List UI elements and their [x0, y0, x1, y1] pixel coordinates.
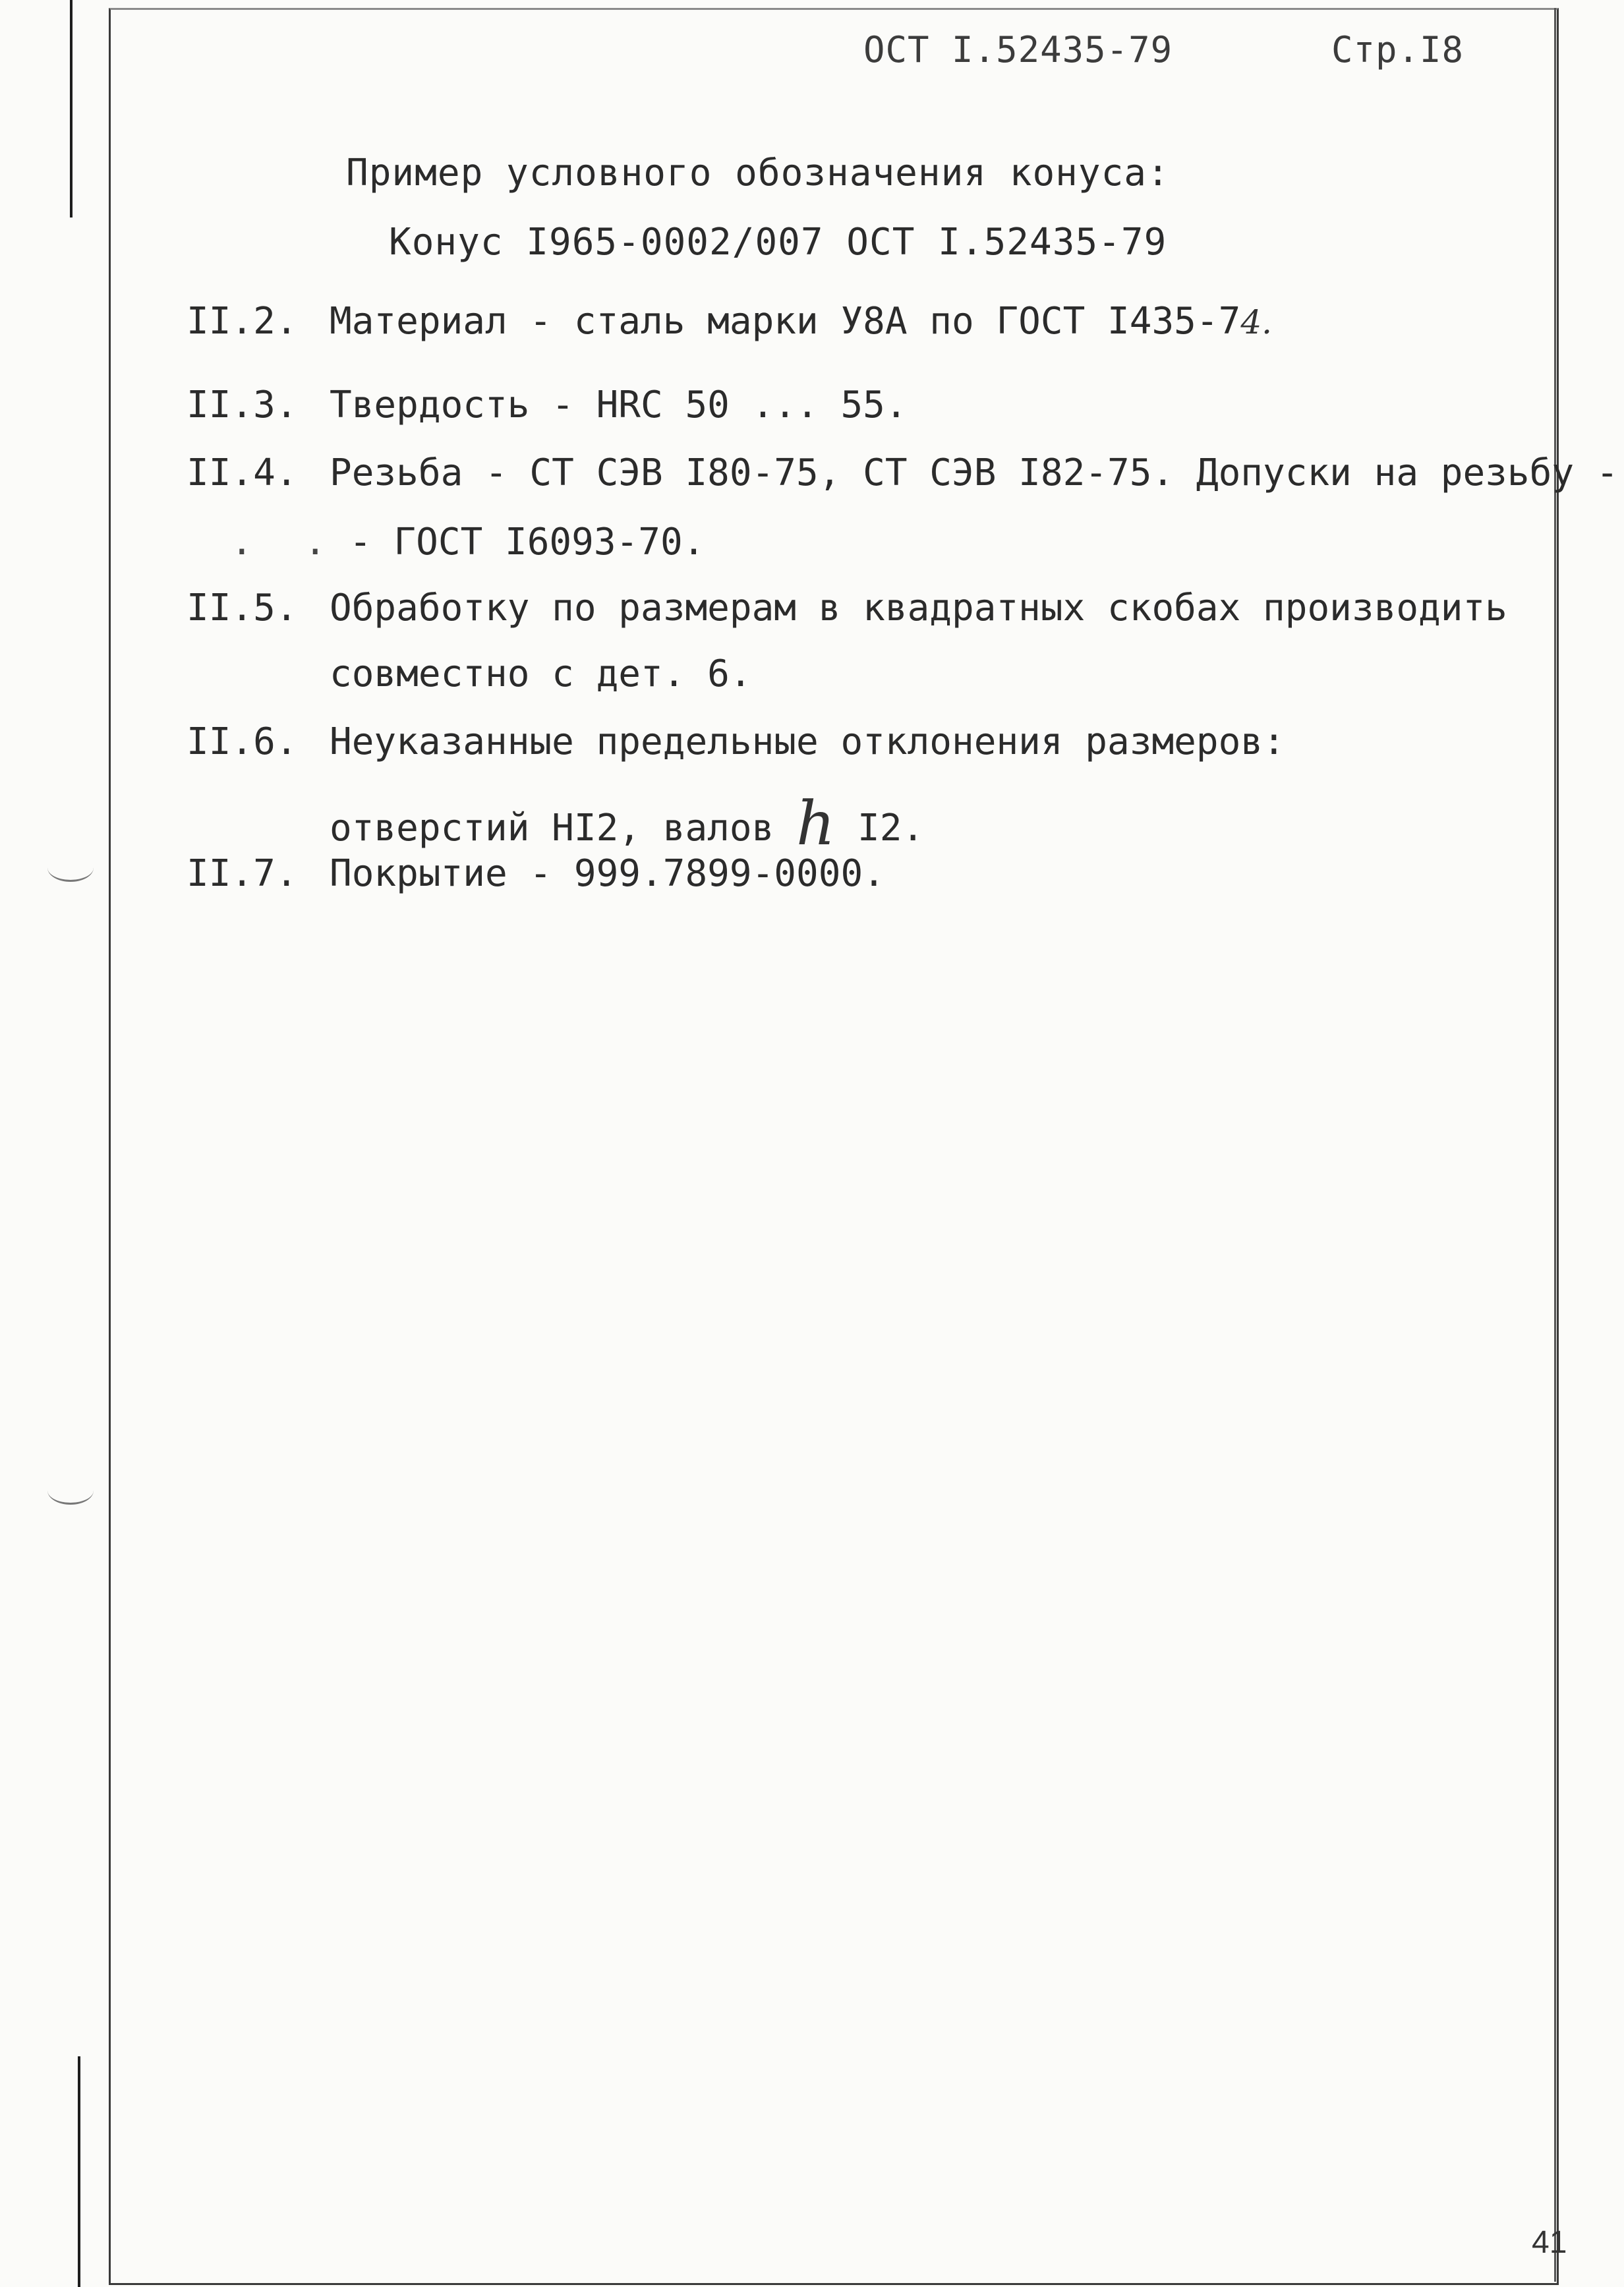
sheet-number: 41 — [1532, 2225, 1567, 2260]
punch-hole-mark — [47, 1476, 94, 1505]
item-text-line: Неуказанные предельные отклонения размеров: — [330, 720, 1285, 763]
item-text-line: совместно с дет. 6. — [330, 652, 752, 695]
document-code: ОСТ I.52435-79 — [863, 29, 1173, 71]
punch-hole-mark — [47, 854, 94, 882]
scan-margin-line-top — [70, 0, 72, 217]
item-number: II.7. — [187, 852, 298, 895]
handwritten-correction: 4. — [1240, 303, 1273, 341]
item-text-line: Резьба - СТ СЭВ I80-75, СТ СЭВ I82-75. Допуски на резьбу - — [330, 451, 1619, 494]
item-number: II.4. — [187, 451, 298, 494]
scan-margin-line-bottom — [78, 2056, 80, 2287]
item-number: II.2. — [187, 300, 298, 343]
document-frame — [109, 8, 1559, 2285]
example-caption: Пример условного обозначения конуса: — [346, 152, 1170, 194]
handwritten-tolerance-letter: h — [796, 788, 836, 859]
item-text-line: Обработку по размерам в квадратных скобах производить — [330, 587, 1507, 629]
item-text-segment: I2. — [835, 807, 925, 850]
item-text-line: Материал - сталь марки У8А по ГОСТ I435-7 — [330, 300, 1241, 343]
item-text-line: Покрытие - 999.7899-0000. — [330, 852, 885, 895]
item-text-line: - ГОСТ I6093-70. — [349, 521, 705, 564]
item-number: II.6. — [187, 720, 298, 763]
item-number: II.5. — [187, 587, 298, 629]
example-designation: Конус I965-0002/007 ОСТ I.52435-79 — [389, 221, 1167, 264]
frame-right-edge — [1554, 8, 1556, 2282]
item-text-segment: отверстий HI2, валов — [330, 807, 797, 850]
page-label: Стр.I8 — [1331, 29, 1464, 71]
item-text-line — [330, 784, 925, 859]
item-text — [330, 300, 1272, 343]
continuation-marker: . . — [231, 521, 341, 564]
item-number: II.3. — [187, 384, 298, 426]
item-text-line: Твердость - HRC 50 ... 55. — [330, 384, 908, 426]
